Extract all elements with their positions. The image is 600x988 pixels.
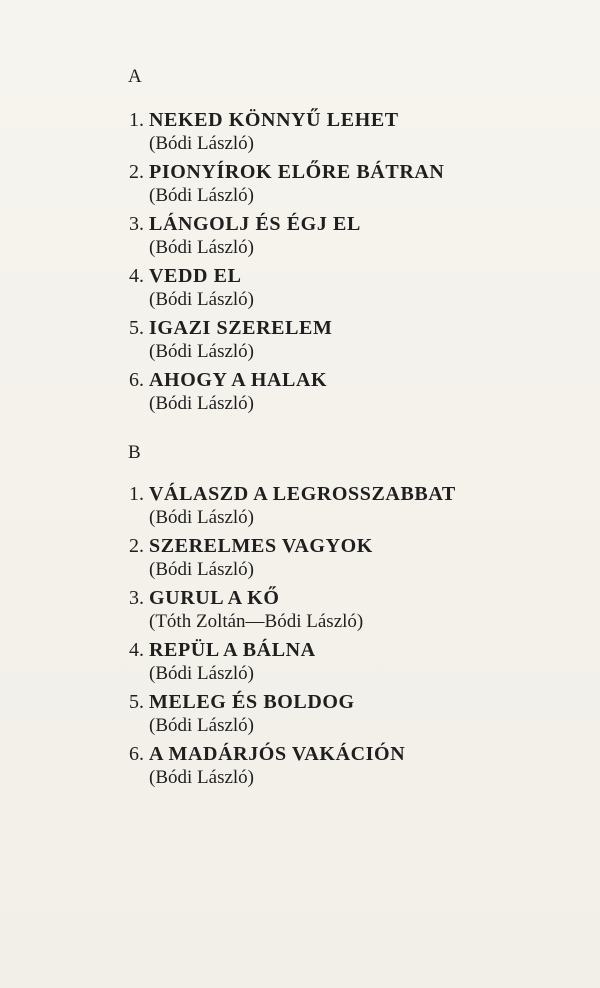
track-title: SZERELMES VAGYOK	[149, 535, 373, 557]
track-item	[114, 211, 554, 263]
track-number: 1.	[129, 483, 144, 505]
track-number: 5.	[129, 691, 144, 713]
track-number: 6.	[129, 369, 144, 391]
track-credit: (Bódi László)	[149, 715, 255, 736]
track-title: LÁNGOLJ ÉS ÉGJ EL	[149, 213, 361, 235]
track-number: 5.	[129, 317, 144, 339]
track-credit: (Bódi László)	[149, 663, 255, 684]
track-credit: (Bódi László)	[149, 133, 255, 154]
track-number: 4.	[129, 639, 144, 661]
track-number: 4.	[129, 265, 144, 287]
track-credit: (Bódi László)	[149, 185, 255, 206]
track-item	[114, 741, 554, 793]
track-number: 2.	[129, 535, 144, 557]
track-credit: (Bódi László)	[149, 393, 255, 414]
side-a-label: A	[128, 66, 143, 87]
track-title: PIONYÍROK ELŐRE BÁTRAN	[149, 161, 445, 183]
track-credit: (Bódi László)	[149, 559, 255, 580]
side-b-tracklist	[114, 481, 554, 793]
side-b-label: B	[128, 442, 142, 463]
track-title: GURUL A KŐ	[149, 587, 280, 609]
track-item	[114, 315, 554, 367]
track-item	[114, 367, 554, 419]
track-title: NEKED KÖNNYŰ LEHET	[149, 109, 399, 131]
track-title: AHOGY A HALAK	[149, 369, 328, 391]
track-number: 6.	[129, 743, 144, 765]
track-item	[114, 689, 554, 741]
track-number: 3.	[129, 587, 144, 609]
track-number: 1.	[129, 109, 144, 131]
track-credit: (Bódi László)	[149, 289, 255, 310]
track-item	[114, 637, 554, 689]
side-a-tracklist	[114, 107, 554, 419]
track-credit: (Bódi László)	[149, 237, 255, 258]
track-credit: (Tóth Zoltán—Bódi László)	[149, 611, 364, 632]
track-title: VEDD EL	[149, 265, 242, 287]
track-item	[114, 585, 554, 637]
track-credit: (Bódi László)	[149, 341, 255, 362]
track-title: IGAZI SZERELEM	[149, 317, 333, 339]
track-title: REPÜL A BÁLNA	[149, 639, 316, 661]
track-item	[114, 533, 554, 585]
track-credit: (Bódi László)	[149, 507, 255, 528]
track-item	[114, 159, 554, 211]
track-credit: (Bódi László)	[149, 767, 255, 788]
track-title: A MADÁRJÓS VAKÁCIÓN	[149, 743, 406, 765]
track-number: 3.	[129, 213, 144, 235]
track-item	[114, 107, 554, 159]
track-title: MELEG ÉS BOLDOG	[149, 691, 355, 713]
track-item	[114, 481, 554, 533]
track-item	[114, 263, 554, 315]
track-number: 2.	[129, 161, 144, 183]
track-title: VÁLASZD A LEGROSSZABBAT	[149, 483, 456, 505]
